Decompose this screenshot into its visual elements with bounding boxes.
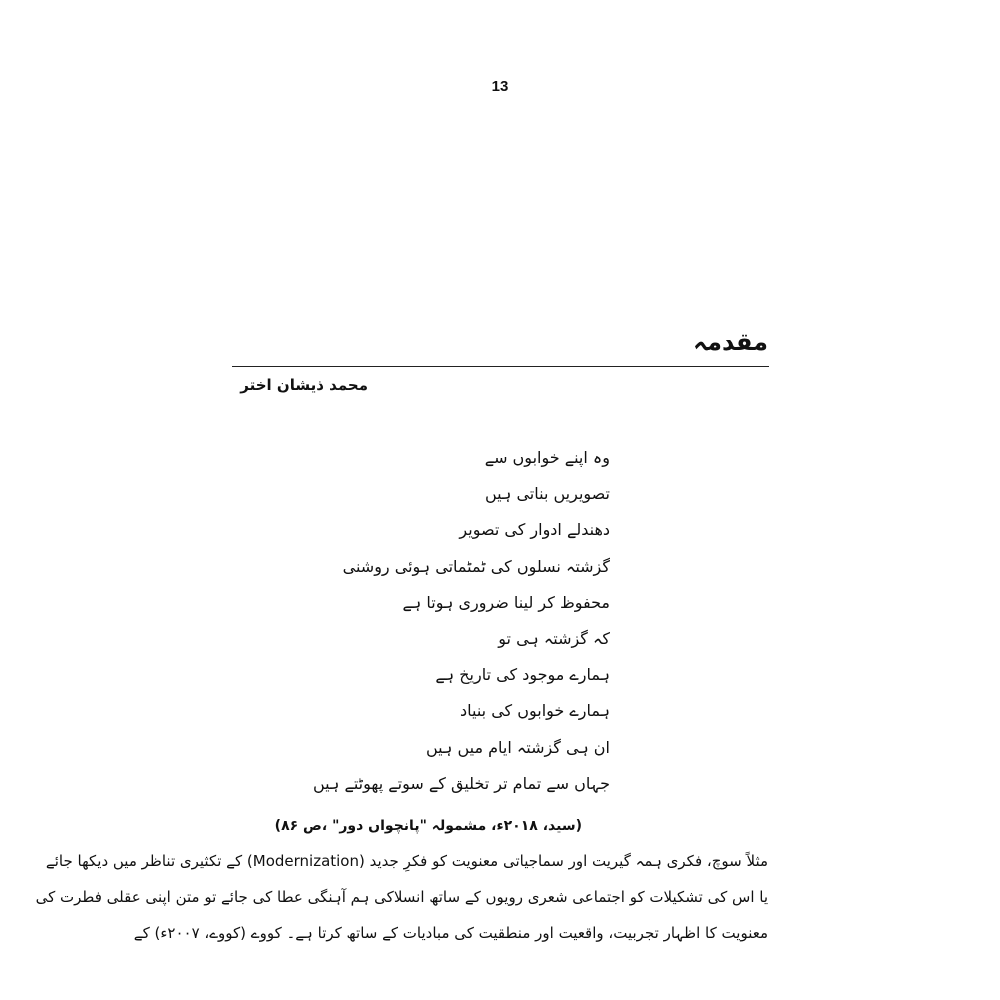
poem-line: کہ گزشتہ ہی تو <box>498 628 610 648</box>
poem-line: تصویریں بناتی ہیں <box>484 484 610 504</box>
page-number: 13 <box>491 78 509 95</box>
poem-citation: (سید، ۲۰۱۸ء، مشمولہ "پانچواں دور" ،ص ۸۶) <box>274 818 582 834</box>
heading-divider <box>232 366 769 367</box>
poem-line: جہاں سے تمام تر تخلیق کے سوتے پھوٹتے ہیں <box>313 773 610 793</box>
poem-line: وہ اپنے خوابوں سے <box>484 448 610 467</box>
chapter-heading: مقدمہ <box>693 328 768 356</box>
poem-line: ان ہی گزشتہ ایام میں ہیں <box>425 737 610 757</box>
poem-line: ہمارے خوابوں کی بنیاد <box>460 701 610 721</box>
author-name: محمد ذیشان اختر <box>240 376 368 394</box>
paragraph-line: مثلاً سوچ، فکری ہمہ گیریت اور سماجیاتی معنویت کو فکرِ جدید (Modernization) کے تکثیری تناظر میں دیکھا جائے <box>45 852 768 870</box>
poem <box>313 440 610 802</box>
poem-line: گزشتہ نسلوں کی ٹمٹماتی ہوئی روشنی <box>342 556 610 576</box>
poem-line: دھندلے ادوار کی تصویر <box>459 520 610 540</box>
body-paragraph <box>35 843 768 951</box>
paragraph-line: معنویت کا اظہار تجربیت، واقعیت اور منطقیت کی مبادیات کے ساتھ کرتا ہے۔ کووے (کووے، ۲۰۰۷ء) کے <box>133 924 768 942</box>
poem-line: محفوظ کر لینا ضروری ہوتا ہے <box>402 592 610 612</box>
paragraph-line: یا اس کی تشکیلات کو اجتماعی شعری رویوں کے ساتھ انسلاکی ہم آہنگی عطا کی جائے تو متن اپنی عقلی فطرت کی <box>35 888 768 906</box>
poem-line: ہمارے موجود کی تاریخ ہے <box>435 665 610 685</box>
